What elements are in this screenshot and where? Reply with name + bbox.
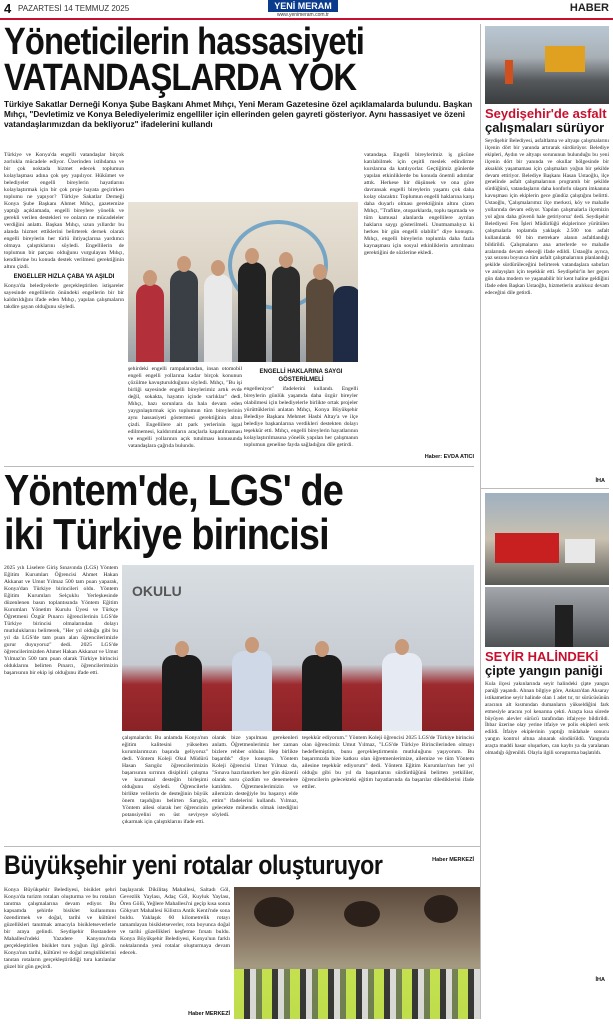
story2-headline-line1: Yöntem'de, LGS' de xyxy=(4,466,343,515)
story2-photo xyxy=(122,565,474,731)
story3-photo xyxy=(234,887,480,1019)
newspaper-url: www.yenimeram.com.tr xyxy=(277,12,329,18)
story2-headline xyxy=(4,466,474,559)
sidebar-story-b-title-line2: çipte yangın paniği xyxy=(485,663,603,678)
story1-byline: Haber: EVDA ATICI xyxy=(424,454,474,460)
story2-headline-line2: iki Türkiye birincisi xyxy=(4,510,329,559)
story2-byline: Haber MERKEZİ xyxy=(432,857,474,863)
story1-subhead2: ENGELLİ HAKLARINA SAYGI GÖSTERİLMELİ xyxy=(259,369,343,383)
story1-headline-line1: Yöneticilerin hassasiyeti xyxy=(4,21,364,63)
sidebar-story-b-title xyxy=(485,650,609,678)
story1-photo xyxy=(128,202,358,362)
story-lgs xyxy=(4,466,474,865)
story2-col4: teşekkür ediyorum." Yöntem Koleji öğrencisi 2025 LGS'de Türkiye birincisi olan öğrencimiz Umut Yılmaz, "LGS'de Türkiye Birincilerinden olmayı hedeflemiştim, bunu gerçekleştirmenin mutluluğunu yaşıyorum. Bu başarımızda bize katkısı olan öğretmenlerimize, ailemize ve tüm Yöntem ailesine teşekkür ediyorum" dedi. Yöntem Eğitim Kurumları'nın her yıl olduğu gibi bu yıl da başarılarını sürdürdüğünü belirten yetkililer, öğrencilerin gelecekteki eğitim hayatlarında da başarılar dilediklerini ifade ettiler. xyxy=(302,735,474,790)
sidebar-photo-asphalt xyxy=(485,26,609,104)
sidebar-photo-fire-2 xyxy=(485,587,609,647)
story1-col2: şehirdeki engelli rampalarından, insan otomobil engeli engelli yollarına kadar birçok konunun çözülme kavuşturulduğunu söyledi. Mıhçı, "Bu işi birliği sayesinde engelli bireylerimiz artık evde değil, sokakta, hayatın içinde varlıklar" dedi. Mıhçı, bazı sorunlara da hala devam eden yaygınlaştırmak için toplumun tüm bireylerinin aynı hassasiyeti göstermesi gerektiğinin altını çizdi. Engellilere ait park yerlerinin işgal edilmemesi, kaldırımların araçlarla kapatılmaması ve engelli yollarının açık tutulması konusunda vatandaşlara çağrıda bulundu. xyxy=(128,366,242,449)
sidebar-story-a-title xyxy=(485,107,609,135)
sidebar-story-b-byline: İHA xyxy=(595,977,605,983)
sidebar-divider xyxy=(481,488,609,489)
story-bicycle-routes xyxy=(4,846,480,1020)
story3-headline: Büyükşehir yeni rotalar oluşturuyor xyxy=(4,850,383,880)
story1-subhead1: ENGELLER HIZLA ÇABA YA AŞILDI xyxy=(13,274,115,280)
masthead xyxy=(0,0,613,20)
story1-col1: Türkiye ve Konya'da engelli vatandaşlar birçok zorlukla mücadele ediyor. Üzerinden istihdama ve bir çok noktada hizmet edecek toplumun kolaylaşması adına çok şey yapılıyor. Hükümet ve belediyeler engelli bireylerin hayatlarını kolaylaştırmak için bir çok proje hayata geçirirken toplumu ne yapıyor? Türkiye Sakatlar Derneği Konya Şube Başkanı Ahmet Mıhçı, gazetemize yaptığı açıklamada, engelli bireylere yönelik ve gerekli verilen destekleri ve onların ne mücadeleler verdiğini anlattı. Başkan Mıhçı, uzun yıllardır bu alanda hizmet ettiklerini belirterek dernek olarak engelli bireylerin her türlü ihtiyaçlarına yardımcı olmaya çalıştıklarını söyledi. Engellilerin de toplumun bir parçası olduğunu vurgulayan Mıhçı, kendilerine bu konuda destek verilmesi gerektiğinin altını çizdi. xyxy=(4,152,124,270)
page-number: 4 xyxy=(4,1,12,16)
story2-col1: 2025 yılı Liselere Giriş Sınavında (LGS) Yöntem Eğitim Kurumları Öğrencisi Ahmet Hakan Akkanat ve Umut Yılmaz 500 tam puan yaparak, Konya'dan Türkiye birincileri oldu. Yöntem Eğitim Kurumları Selçuklu Yerleşkesinde düzenlenen basın toplantısında Yöntem Eğitim Kurumları Yönetim Kurulu Üyesi ve Türkçe Öğretmeni Özgür Pınarcı öğrencilerinin LGS'de Türkiye birincisi olmalarından dolayı mutluluklarını belirterek, "Her yıl olduğu gibi bu yıl da LGS'de tam puan alan öğrencilerimizle gurur duyuyoruz" dedi. 2025 LGS'de öğrencilerimizden Ahmet Hakan Akkanat ve Umut Yılmaz'ın 500 tam puan olarak Türkiye birincisi olduklarını belirten Pınarcı, öğrencilerimizin başarısının bir ekip işi olduğunu ifade etti. xyxy=(4,565,118,676)
sidebar-story-a-title-line2: çalışmaları sürüyor xyxy=(485,120,605,135)
sidebar-story-b-title-line1: SEYİR HALİNDEKİ xyxy=(485,649,599,664)
story2-col3: olarak bize yapılması gerekenleri anlattı. Öğretmenlerimiz her zaman bizlere rehber oldular. Hep birlikte başardık" diye konuştu. Yöntem Koleji öğrencisi Umut Yılmaz da, "Sınava hazırlanırken her gün düzenli olarak soru çözdüm ve denemelere katıldım. Öğretmenlerimizin ve ailemizin desteğiyle bu başarıyı elde ettim" ifadelerini kullandı. Yılmaz, gelecekte mühendis olmak istediğini söyledi. xyxy=(212,735,298,818)
story1-headline-line2: VATANDAŞLARDA YOK xyxy=(4,57,357,99)
story1-lead: Türkiye Sakatlar Derneği Konya Şube Başkanı Ahmet Mıhçı, Yeni Meram Gazetesine özel açıklamalarda bulundu. Başkan Mıhçı, "Devletimiz ve Konya Belediyelerimiz engelliler için ellerinden gelen gayreti gösteriyor. Aynı hassasiyet ve özeni vatandaşlarımızdan da bekliyoruz" ifadelerini kullandı xyxy=(4,100,473,129)
story2-photo-sign: OKULU xyxy=(132,583,182,599)
story1-col4: vatandaşa. Engelli bireylerimiz iş gücüne katılabilmek için çeşitli meslek edindirme kurslarına da katılıyorlar. Geçtiğimiz günlerde yapılan etkinliklerde bu konuda önemli adımlar attık. Herkese bir düşünsek ve ona göre davransak engelli bireylerin yaşamı çok daha kolay olacaktır. Toplumun engelli haklarına karşı daha duyarlı olması gerektiğinin altını çizen Mıhçı, "Trafikte, otoparklarda, toplu taşımada ve tüm kamusal alanlarda engellilere ayrılan hakların saygı gösterilmeli. Unutmamalıyız ki herkes bir gün engelli olabilir" diye konuştu. Mıhçı, engelli bireylerin toplumla daha fazla kaynaşması için sosyal etkinliklerin artırılması gerektiğini de sözlerine ekledi. xyxy=(364,152,474,256)
sidebar-story-a-byline: İHA xyxy=(595,478,605,484)
story-disabled-rights xyxy=(4,21,474,464)
story1-col1b: Konya'da belediyelerle gerçekleştirilen istişareler sayesinde engellilerin önündeki engellerin bir bir kaldırıldığını ifade eden Mıhçı, yapılan çalışmaların takdire şayan olduğunu söyledi. xyxy=(4,283,124,310)
sidebar-story-a-title-line1: Seydişehir'de asfalt xyxy=(485,106,607,121)
sidebar-photo-fire xyxy=(485,493,609,585)
newspaper-logo: YENİ MERAM xyxy=(268,0,338,12)
main-column xyxy=(4,21,474,865)
story3-col2: başlayarak Dikilitaş Mahallesi, Saltadı Göl, Gevezlik Yaylası, Adaç Göl, Kuyluk Yaylası, Ören Gölü, Yeğlere Mahallesi'ni geçip kısa sonra Gökyurt Mahallesi Kilistra Antik Kenti'nde sona buldu. Yaklaşık 60 kilometrelik rotayı tamamlayan bisikletseverler, rota boyunca doğal ve tarihi güzellikleri keşfetme fırsatı buldu. Konya Büyükşehir Belediyesi, Konya'nın farklı noktalarında yeni rotalar oluşturmaya devam edecek. xyxy=(120,887,230,956)
sidebar-story-a-text: Seydişehir Belediyesi, asfaltlama ve altyapı çalışmalarını ilçenin dört bir yanında artırarak sürdürüyor. Belediye ekipleri, Aydın ve altyapı sorununun bulunduğu bu yeni ilçenin dört bir yanında ve okullar bölgesinde bir aksaklık yaşamaması için çalışmaları yoğun bir şekilde devam ettiriyor. Belediye Başkanı Hasan Ustaoğlu, ilçe genelinde asfalt çalışmalarının programlı bir şekilde sürdüğünü, vatandaşların daha konforlu ulaşım imkanına kavuşması için ekiplerin gece gündüz çalıştığını belirtti. Ustaoğlu, 'Çalışmalarımız ilçe merkezi, köy ve mahalle yollarında devam ediyor. Yapılan çalışmalarla ilçemizin yol ağını daha güvenli hale getiriyoruz' dedi. Seydişehir Belediyesi Fen İşleri Müdürlüğü ekiplerince yürütülen çalışmalarla toplamda yaklaşık 2.500 ton asfalt kullanılarak 60 bin metrekare alanın asfaltlandığı bildirildi. Çalışmaların ana arterlerde ve mahalle aralarında devam edeceği ifade edildi. Ustaoğlu ayrıca, yaz sezonu boyunca tüm asfalt çalışmalarının planlandığı şekilde sürdürüleceğini belirterek vatandaşlara sabırları ve anlayışları için teşekkür etti. Seydişehir'in her geçen gün daha modern ve yaşanabilir bir kent haline geldiğini ifade eden Başkan Ustaoğlu, hizmetlerin aralıksız devam edeceğini dile getirdi. xyxy=(485,138,609,296)
sidebar xyxy=(480,24,609,1019)
story3-byline: Haber MERKEZİ xyxy=(188,1011,230,1017)
story1-col3: engelleniyor" ifadelerini kullandı. Engelli bireylerin günlük yaşamda daha özgür bireyler olabilmesi için belediyelerle birlikte ortak projeler yürüttüklerini anlatan Mıhçı, Konya Büyükşehir Belediye Başkanı Mehmet Hasbi Altay'a ve ilçe belediye başkanlarına verdikleri destekten dolayı teşekkür etti. Mıhçı, engelli bireylerin hayatlarının kolaylaştırılmasına yönelik yapılan her çalışmanın toplumun geneline fayda sağladığını dile getirdi. xyxy=(244,386,358,448)
issue-date: PAZARTESİ 14 TEMMUZ 2025 xyxy=(18,4,130,13)
story2-col2: çalışmalardır. Bu anlamda Konya'nın eğitim kalitesini yükselten kurumlarımızın başında geliyoruz" dedi. Yöntem Koleji Okul Müdürü Hasan Sarıgöz öğrencilerimizin başarısının sırrının disiplinli çalışma ve kurumsal desteğin birleşimi olduğunu söyledi. Öğrencilerle birlikte velilerin de desteğinin büyük önem taşıdığını belirten Sarıgöz, Yöntem ailesi olarak her öğrencinin potansiyelini en üst seviyeye çıkarmak için çalıştıklarını ifade etti. xyxy=(122,735,208,825)
sidebar-story-b-text: Kula ilçesi yakınlarında seyir halindeki çipte yangın paniği yaşandı. Alınan bilgiye göre, Ankara'dan Aksaray istikametine seyir halinde olan 1 adet tır, tır sürücüsünün aracının alt kısmından dumanların yükseldiğini fark etmesiyle aracını yol kenarına çekti. Araçta kısa sürede büyüyen alevler sürücü tarafından itfaiyeye bildirildi. İhbar üzerine olay yerine itfaiye ve polis ekipleri sevk edildi. İtfaiye ekiplerinin yaptığı müdahale sonucu yangın kontrol altına alınarak söndürüldü. Yangında araçta maddi hasar oluşurken, can kaybı ya da yaralanan olmadığı öğrenildi. Olayla ilgili soruşturma başlatıldı. xyxy=(485,681,609,757)
story3-col1: Konya Büyükşehir Belediyesi, bisiklet şehri Konya'da turizm rotaları oluşturma ve bu rotaları tanıtma çalışmalarına devam ediyor. Bu kapsamda şehirde bisiklet kullanımını özendirmek ve doğal, tarihi ve kültürel güzellikleri tanıtmak amacıyla bisikletseverlerle bir araya gelindi. Seydişehir Bostandere Mahallesi'ndeki Yazıdere Kanyonu'nda gerçekleştirilen bisiklet turu yoğun ilgi gördü. Konya'nın tarihi, kültürel ve doğal zenginliklerini tanıtan rotaların gerçekleştirildiği tura katılanlar güzel bir gün geçirdi. xyxy=(4,887,116,970)
story1-headline xyxy=(4,21,474,99)
section-label: HABER xyxy=(569,2,609,14)
